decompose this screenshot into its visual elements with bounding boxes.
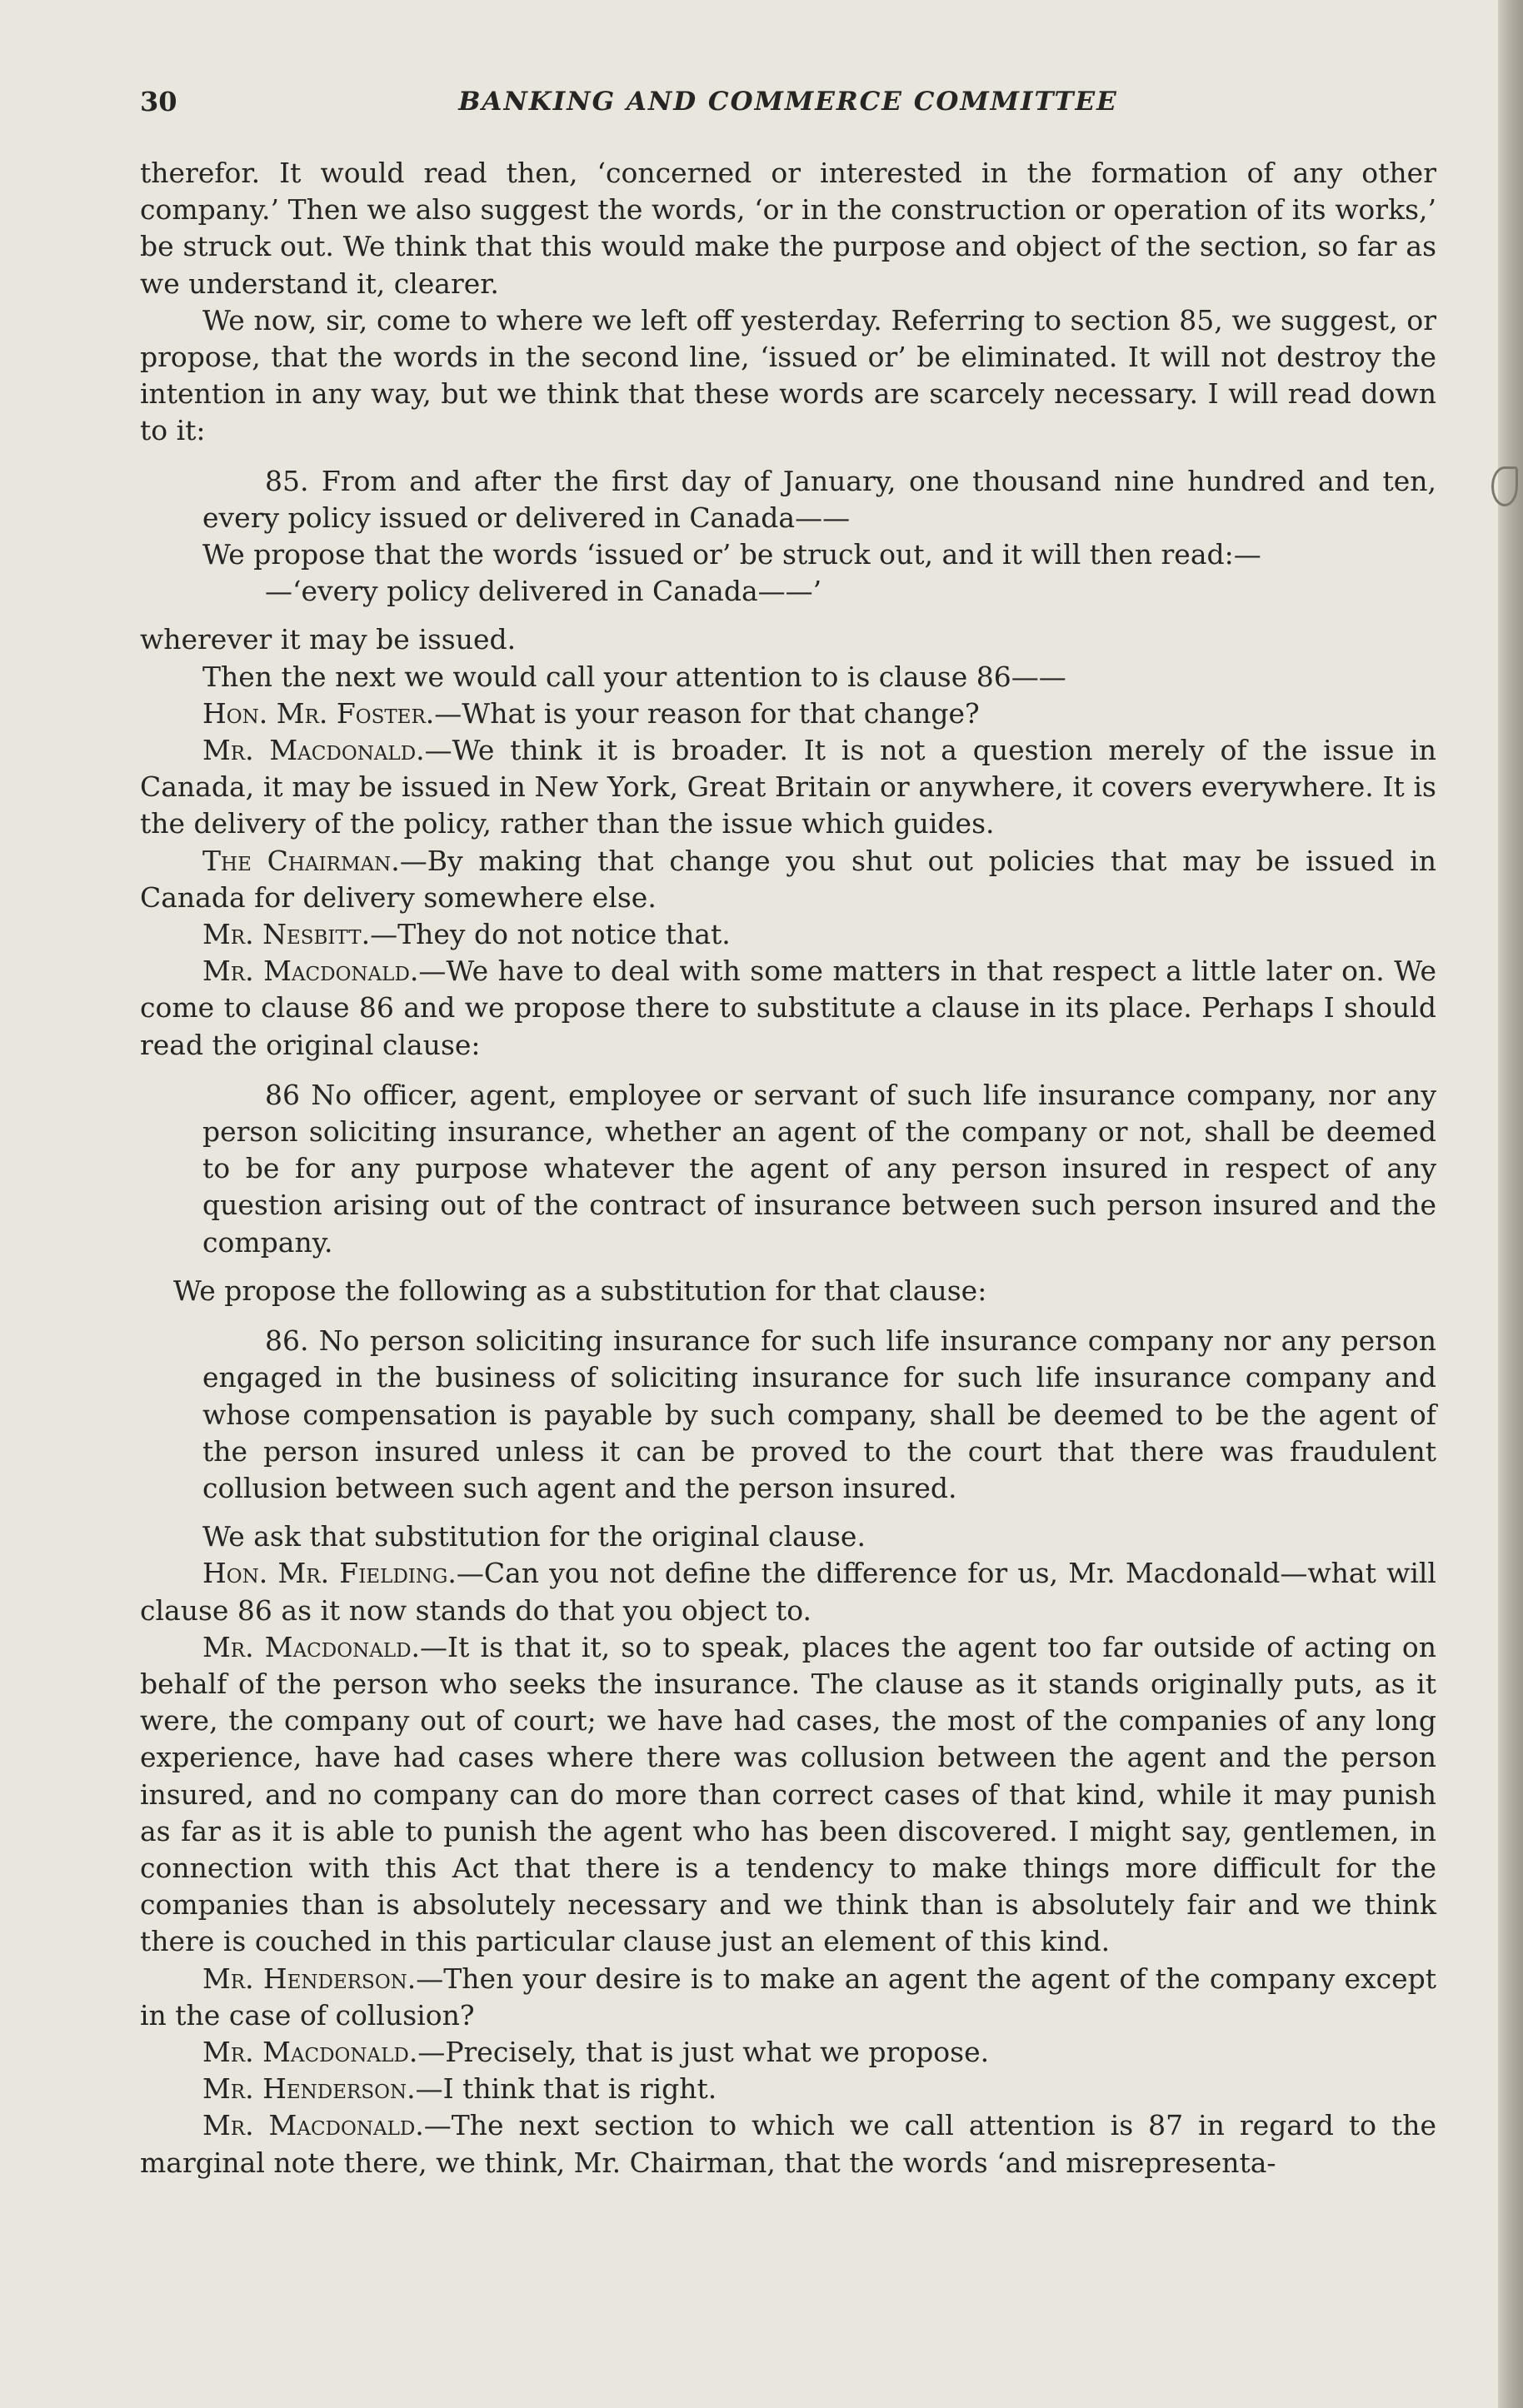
- speaker-name: Mr. Macdonald.: [202, 1630, 421, 1663]
- quote-line: 85. From and after the first day of January, one thousand nine hundred and ten, every policy issued or delivered in Canada——: [202, 464, 1436, 534]
- speech-text: —It is that it, so to speak, places the agent too far outside of acting on behalf of the person who seeks the insurance. The clause as it stands originally puts, as it were, the company out of court; we have had cases, the most of the companies of any long experience, have had cases where there was collusion between the agent and the person insured, and no company can do more than correct cases of that kind, while it may punish as far as it is able to punish the agent who has been discovered. I might say, gentlemen, in connection with this Act that there is a tendency to make things more difficult for the companies than is absolutely necessary and we think than is absolutely fair and we think there is couched in this particular clause just an element of this kind.: [140, 1630, 1436, 1958]
- speech-text: —We have to deal with some matters in that respect a little later on. We come to clause 86 and we propose there to substitute a clause in its place. Perhaps I should read the original clause:: [140, 955, 1436, 1061]
- speech-text: —Then your desire is to make an agent the agent of the company except in the case of collusion?: [140, 1962, 1436, 2032]
- speech-paragraph: [140, 2034, 1436, 2071]
- speaker-name: The Chairman.: [202, 844, 400, 877]
- quote-text: 86 No officer, agent, employee or servant of such life insurance company, nor any person soliciting insurance, whether an agent of the company or not, shall be deemed to be for any purpose whatever the agent of any person insured in respect of any question arising out of the contract of insurance between such person insured and the company.: [202, 1078, 1436, 1259]
- speaker-name: Mr. Nesbitt.: [202, 918, 371, 951]
- speech-text: —Can you not define the difference for us, Mr. Macdonald—what will clause 86 as it now stands do that you object to.: [140, 1557, 1436, 1627]
- speaker-name: Hon. Mr. Foster.: [202, 696, 435, 730]
- speaker-name: Mr. Henderson.: [202, 1962, 417, 1995]
- page-number: 30: [140, 86, 177, 117]
- document-body: [140, 83, 1436, 2181]
- quoted-clause-85: [140, 463, 1436, 611]
- paragraph: therefor. It would read then, ‘concerned or interested in the formation of any other company.’ Then we also suggest the words, ‘or in the construction or operation of its works,’ be struck out. We think that this would make the purpose and object of the section, so far as we understand it, clearer.: [140, 157, 1436, 300]
- paragraph: wherever it may be issued.: [140, 623, 517, 656]
- speech-text: —The next section to which we call attention is 87 in regard to the marginal note there, we think, Mr. Chairman, that the words ‘and misrepresenta-: [140, 2109, 1436, 2179]
- speech-paragraph: [140, 1961, 1436, 2034]
- quoted-original-clause-86: [140, 1077, 1436, 1261]
- paragraph: We ask that substitution for the original clause.: [202, 1520, 866, 1553]
- quote-line: We propose that the words ‘issued or’ be struck out, and it will then read:—: [202, 538, 1261, 571]
- paragraph: We propose the following as a substitution for that clause:: [173, 1274, 987, 1307]
- book-binding-edge: [1498, 0, 1523, 2408]
- speech-paragraph: [140, 916, 1436, 953]
- speech-text: —We think it is broader. It is not a question merely of the issue in Canada, it may be issued in New York, Great Britain or anywhere, it covers everywhere. It is the delivery of the policy, rather than the issue which guides.: [140, 734, 1436, 840]
- speech-paragraph: [140, 1629, 1436, 1961]
- speech-paragraph: [140, 732, 1436, 843]
- paragraph: Then the next we would call your attention to is clause 86——: [202, 660, 1066, 693]
- speech-text: —They do not notice that.: [370, 918, 731, 951]
- speech-paragraph: [140, 953, 1436, 1064]
- paragraph: We now, sir, come to where we left off yesterday. Referring to section 85, we suggest, or propose, that the words in the second line, ‘issued or’ be eliminated. It will not destroy the intention in any way, but we think that these words are scarcely necessary. I will read down to it:: [140, 303, 1436, 447]
- speaker-name: Mr. Henderson.: [202, 2072, 416, 2106]
- speech-paragraph: [140, 2107, 1436, 2181]
- speech-paragraph: [140, 843, 1436, 916]
- running-head: BANKING AND COMMERCE COMMITTEE: [458, 87, 1118, 117]
- quote-text: 86. No person soliciting insurance for such life insurance company nor any person engaged in the business of soliciting insurance for such life insurance company and whose compensation is payable by such company, shall be deemed to be the agent of the person insured unless it can be proved to the court that there was fraudulent collusion between such agent and the person insured.: [202, 1324, 1436, 1504]
- speaker-name: Mr. Macdonald.: [202, 2035, 418, 2068]
- quote-line: —‘every policy delivered in Canada——’: [265, 575, 822, 608]
- speech-text: —Precisely, that is just what we propose.: [417, 2035, 990, 2068]
- speech-text: —What is your reason for that change?: [434, 696, 980, 730]
- speech-paragraph: [140, 2071, 1436, 2107]
- speaker-name: Hon. Mr. Fielding.: [202, 1557, 457, 1590]
- speaker-name: Mr. Macdonald.: [202, 955, 419, 988]
- speech-paragraph: [140, 695, 1436, 732]
- speaker-name: Mr. Macdonald.: [202, 2109, 424, 2142]
- quoted-substitute-clause-86: [140, 1323, 1436, 1507]
- speech-text: —I think that is right.: [415, 2072, 717, 2106]
- page-header: [140, 83, 1436, 132]
- margin-pencil-mark-icon: [1491, 466, 1518, 506]
- speech-paragraph: [140, 1555, 1436, 1628]
- speaker-name: Mr. Macdonald.: [202, 734, 425, 767]
- speech-text: —By making that change you shut out policies that may be issued in Canada for delivery somewhere else.: [140, 844, 1436, 914]
